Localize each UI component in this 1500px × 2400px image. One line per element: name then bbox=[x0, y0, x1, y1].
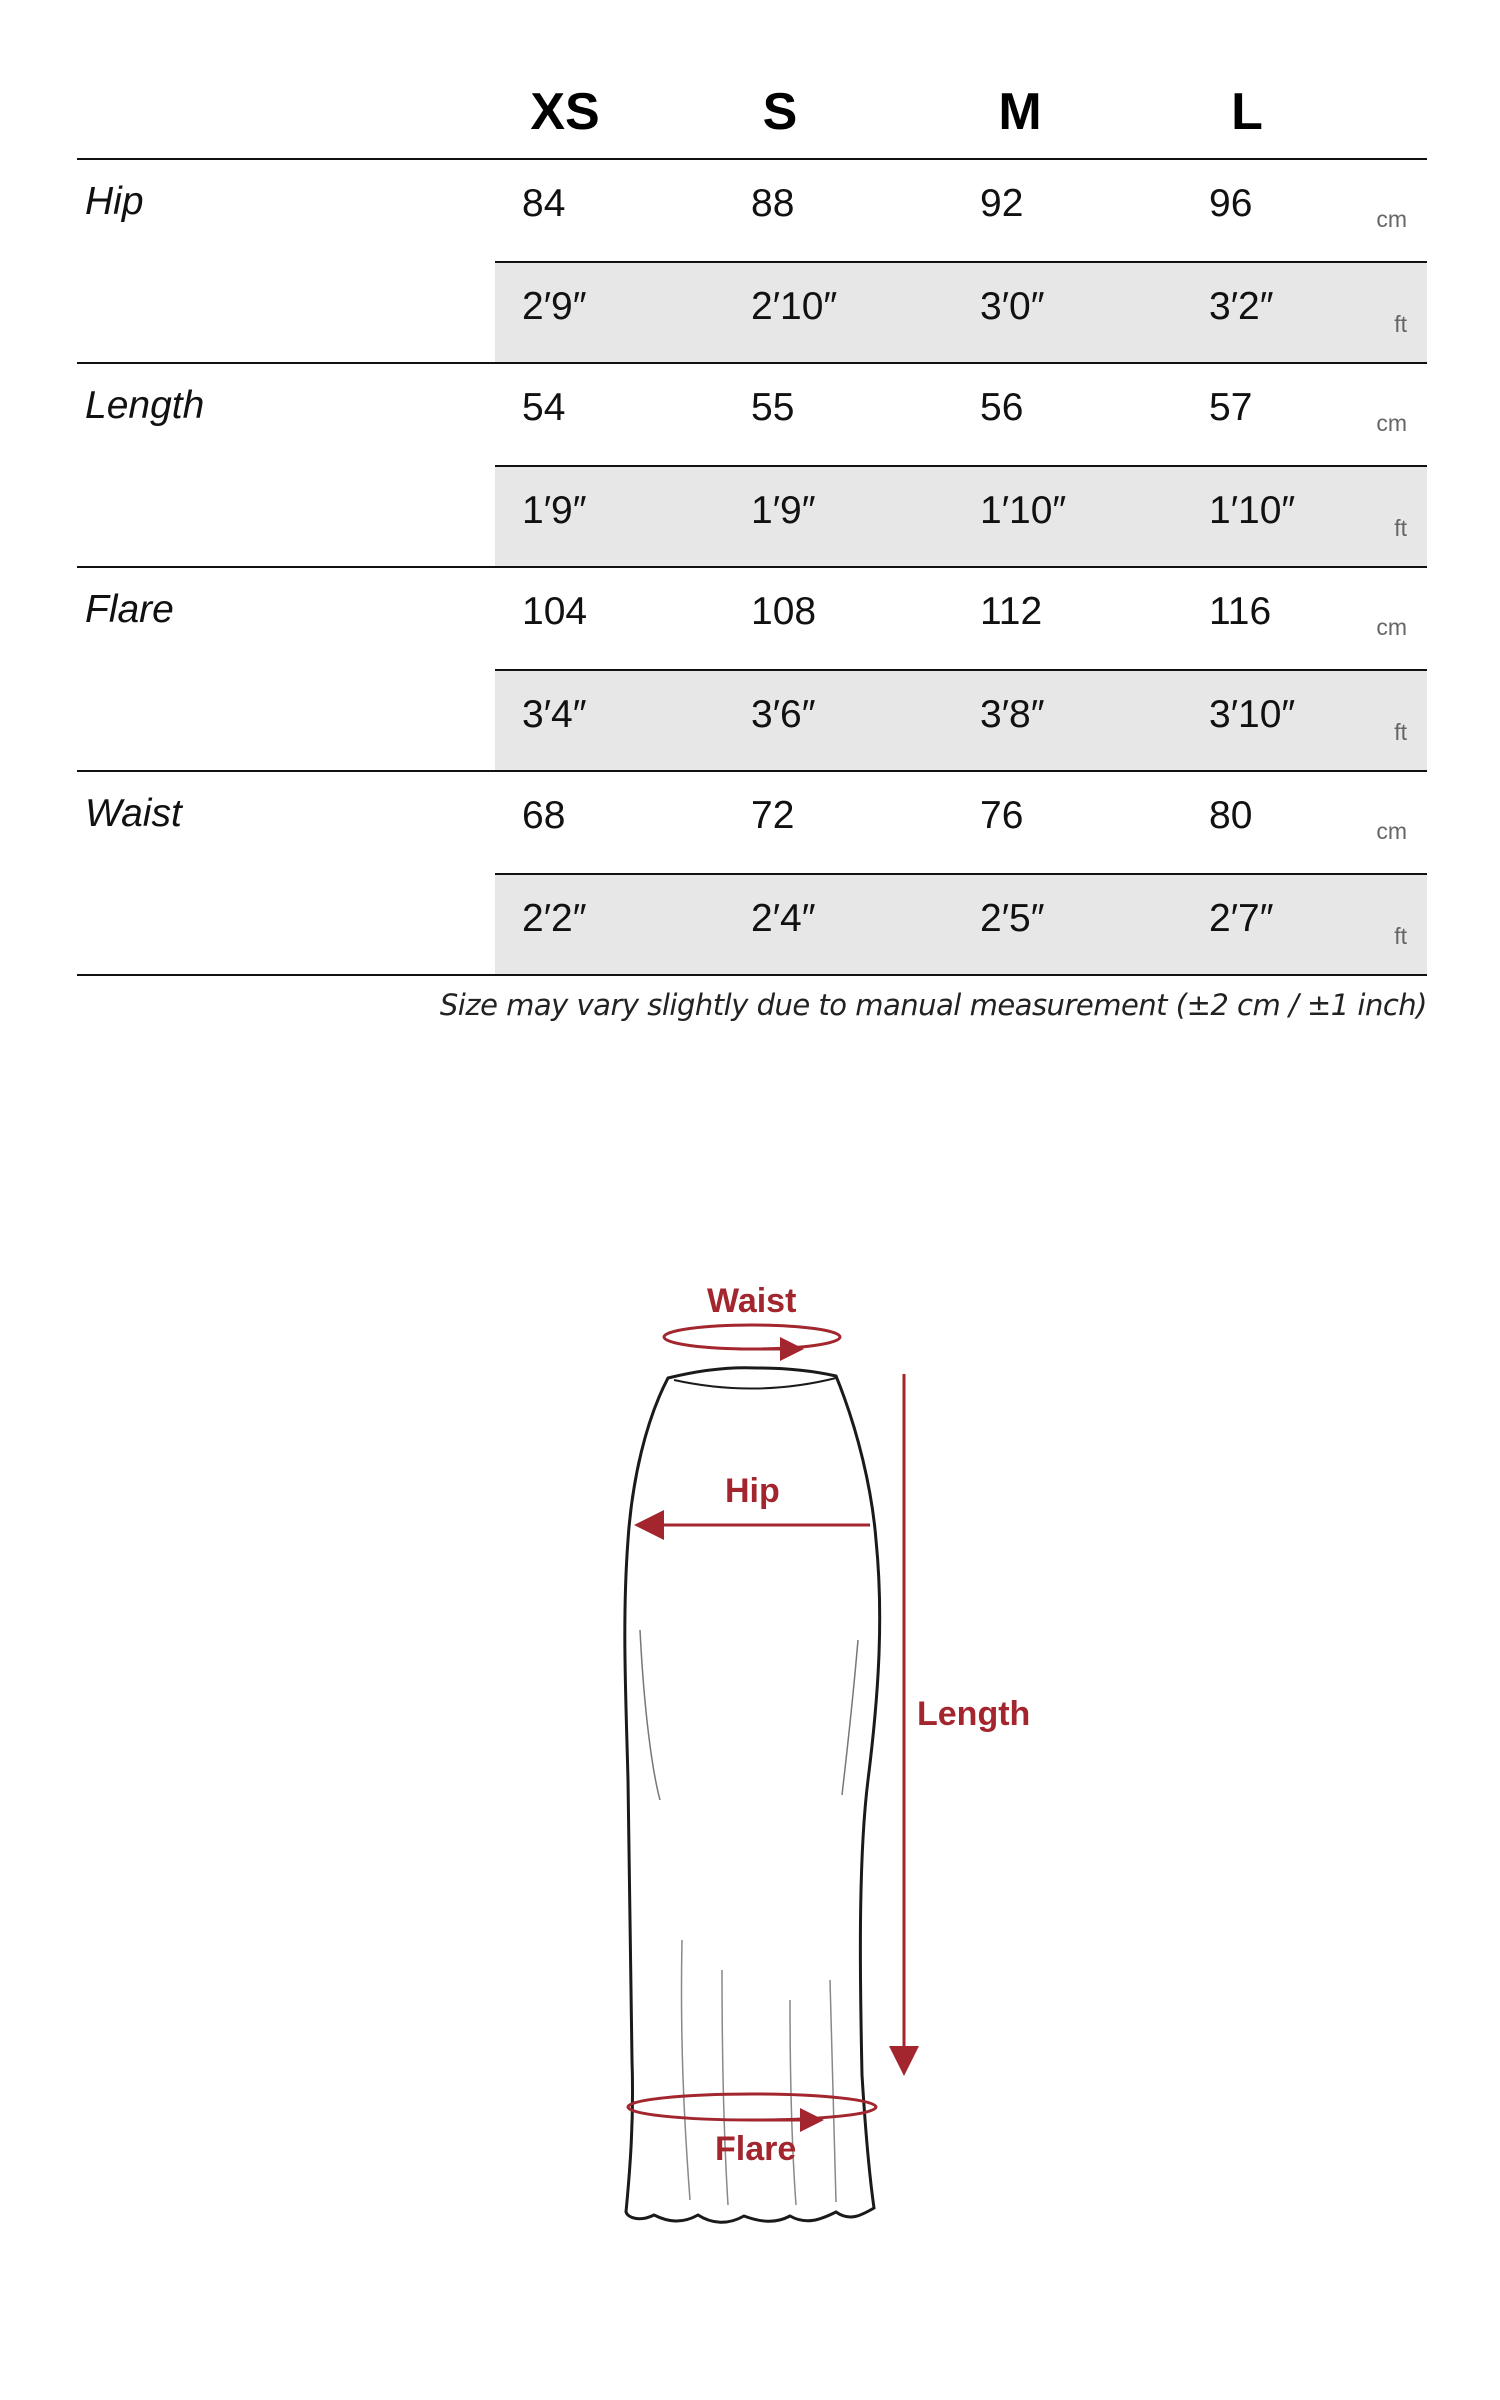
cm-value: 116 bbox=[1209, 590, 1272, 633]
ft-value: 2′5″ bbox=[980, 897, 1045, 940]
fold-line bbox=[640, 1630, 660, 1800]
waist-arrow bbox=[664, 1325, 840, 1349]
cm-value: 56 bbox=[980, 386, 1024, 429]
ft-value: 3′10″ bbox=[1209, 693, 1296, 736]
fold-line bbox=[681, 1940, 690, 2200]
unit-ft: ft bbox=[1394, 719, 1407, 745]
unit-ft: ft bbox=[1394, 515, 1407, 541]
unit-cm: cm bbox=[1376, 614, 1407, 640]
ft-value: 3′8″ bbox=[980, 693, 1045, 736]
size-header-row bbox=[77, 60, 1427, 158]
size-header-xs: XS bbox=[530, 83, 600, 141]
cm-value: 112 bbox=[980, 590, 1043, 633]
cm-value: 54 bbox=[522, 386, 566, 429]
unit-cm: cm bbox=[1376, 410, 1407, 436]
ft-value: 2′9″ bbox=[522, 285, 587, 328]
unit-cm: cm bbox=[1376, 206, 1407, 232]
ft-value: 1′9″ bbox=[751, 489, 816, 532]
ft-row bbox=[495, 669, 1427, 770]
ft-value: 1′10″ bbox=[980, 489, 1067, 532]
unit-cm: cm bbox=[1376, 818, 1407, 844]
measurement-label: Flare bbox=[85, 588, 174, 631]
cm-value: 57 bbox=[1209, 386, 1253, 429]
ft-row bbox=[495, 465, 1427, 566]
cm-value: 84 bbox=[522, 182, 566, 225]
waist-diagram-label: Waist bbox=[707, 1282, 797, 1320]
measurement-group-waist bbox=[77, 770, 1427, 976]
waistband-inner bbox=[674, 1378, 836, 1389]
cm-value: 76 bbox=[980, 794, 1024, 837]
measurement-footnote: Size may vary slightly due to manual measurement (±2 cm / ±1 inch) bbox=[439, 988, 1427, 1022]
ft-value: 2′10″ bbox=[751, 285, 838, 328]
cm-row bbox=[495, 364, 1427, 464]
cm-value: 55 bbox=[751, 386, 795, 429]
skirt-diagram-svg bbox=[0, 1240, 1500, 2240]
size-header-l: L bbox=[1231, 83, 1263, 141]
cm-value: 72 bbox=[751, 794, 795, 837]
cm-value: 88 bbox=[751, 182, 795, 225]
measurement-group-hip bbox=[77, 158, 1427, 362]
length-diagram-label: Length bbox=[917, 1695, 1031, 1733]
flare-diagram-label: Flare bbox=[715, 2130, 797, 2168]
ft-value: 3′6″ bbox=[751, 693, 816, 736]
unit-ft: ft bbox=[1394, 923, 1407, 949]
ft-value: 2′7″ bbox=[1209, 897, 1274, 940]
measurement-label: Waist bbox=[85, 792, 182, 835]
ft-value: 3′4″ bbox=[522, 693, 587, 736]
ft-row bbox=[495, 261, 1427, 362]
ft-value: 3′2″ bbox=[1209, 285, 1274, 328]
size-header-s: S bbox=[762, 83, 798, 141]
ft-row bbox=[495, 873, 1427, 974]
measurement-group-length bbox=[77, 362, 1427, 566]
skirt-measurement-diagram bbox=[0, 1240, 1500, 2240]
measurement-label: Hip bbox=[85, 180, 144, 223]
cm-row bbox=[495, 772, 1427, 872]
fold-line bbox=[722, 1970, 728, 2205]
hip-diagram-label: Hip bbox=[725, 1472, 780, 1510]
cm-value: 104 bbox=[522, 590, 588, 633]
ft-value: 1′10″ bbox=[1209, 489, 1296, 532]
size-chart-table bbox=[77, 60, 1427, 976]
measurement-label: Length bbox=[85, 384, 205, 427]
cm-value: 96 bbox=[1209, 182, 1253, 225]
ft-value: 2′2″ bbox=[522, 897, 587, 940]
cm-value: 92 bbox=[980, 182, 1024, 225]
ft-value: 2′4″ bbox=[751, 897, 816, 940]
measurement-group-flare bbox=[77, 566, 1427, 770]
unit-ft: ft bbox=[1394, 311, 1407, 337]
ft-value: 1′9″ bbox=[522, 489, 587, 532]
cm-value: 108 bbox=[751, 590, 817, 633]
fold-line bbox=[842, 1640, 858, 1795]
cm-value: 68 bbox=[522, 794, 566, 837]
flare-arrow bbox=[628, 2094, 876, 2120]
fold-line bbox=[790, 2000, 796, 2205]
ft-value: 3′0″ bbox=[980, 285, 1045, 328]
cm-row bbox=[495, 160, 1427, 260]
cm-row bbox=[495, 568, 1427, 668]
fold-line bbox=[830, 1980, 836, 2202]
cm-value: 80 bbox=[1209, 794, 1253, 837]
size-header-m: M bbox=[998, 83, 1042, 141]
